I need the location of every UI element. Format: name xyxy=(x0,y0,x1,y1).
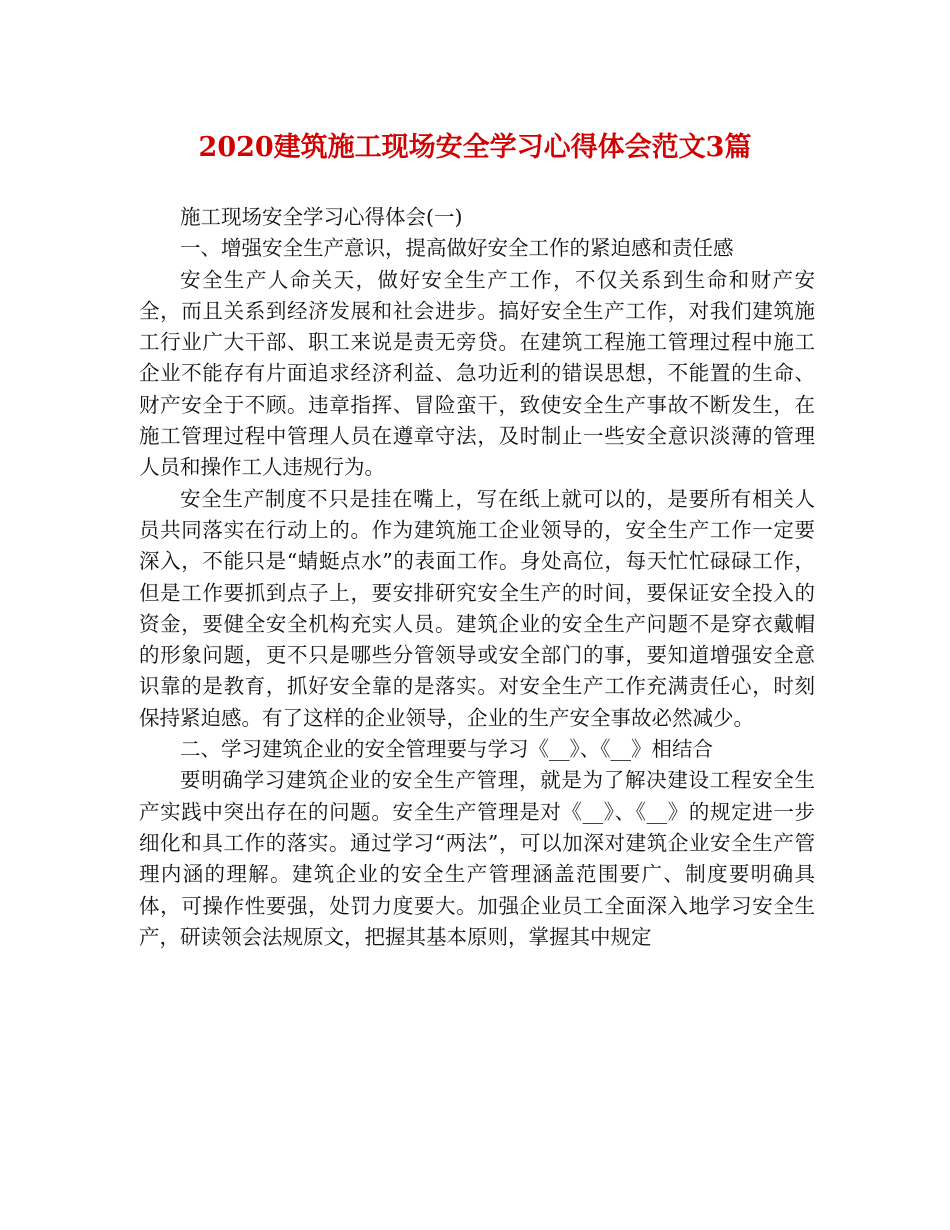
section-subheading-one: 一、增强安全生产意识，提高做好安全工作的紧迫感和责任感 xyxy=(180,236,734,261)
section-subheading-two: 二、学习建筑企业的安全管理要与学习《__》、《__》相结合 xyxy=(180,737,713,762)
section-heading-part-one: 施工现场安全学习心得体会(一) xyxy=(180,205,463,229)
document-title: 2020建筑施工现场安全学习心得体会范文3篇 xyxy=(198,132,752,163)
body-paragraph: 安全生产制度不只是挂在嘴上，写在纸上就可以的，是要所有相关人员共同落实在行动上的。作为建筑施工企业领导的，安全生产工作一定要深入，不能只是“蜻蜓点水”的表面工作。身处高位，每天忙忙碌碌工作，但是工作要抓到点子上，要安排研究安全生产的时间，要保证安全投入的资金，要健全安全机构充实人员。建筑企业的安全生产问题不是穿衣戴帽的形象问题，更不只是哪些分管领导或安全部门的事，要知道增强安全意识靠的是教育，抓好安全靠的是落实。对安全生产工作充满责任心，时刻保持紧迫感。有了这样的企业领导，企业的生产安全事故必然减少。 xyxy=(139,486,815,730)
body-paragraph: 要明确学习建筑企业的安全生产管理，就是为了解决建设工程安全生产实践中突出存在的问题。安全生产管理是对《__》、《__》的规定进一步细化和具工作的落实。通过学习“两法”，可以加深对建筑企业安全生产管理内涵的理解。建筑企业的安全生产管理涵盖范围要广、制度要明确具体，可操作性要强，处罚力度要大。加强企业员工全面深入地学习安全生产，研读领会法规原文，把握其基本原则，掌握其中规定 xyxy=(139,768,815,949)
document-body xyxy=(139,202,815,953)
body-paragraph: 安全生产人命关天，做好安全生产工作，不仅关系到生命和财产安全，而且关系到经济发展和社会进步。搞好安全生产工作，对我们建筑施工行业广大干部、职工来说是责无旁贷。在建筑工程施工管理过程中施工企业不能存有片面追求经济利益、急功近利的错误思想，不能置的生命、财产安全于不顾。违章指挥、冒险蛮干，致使安全生产事故不断发生，在施工管理过程中管理人员在遵章守法，及时制止一些安全意识淡薄的管理人员和操作工人违规行为。 xyxy=(139,267,815,480)
